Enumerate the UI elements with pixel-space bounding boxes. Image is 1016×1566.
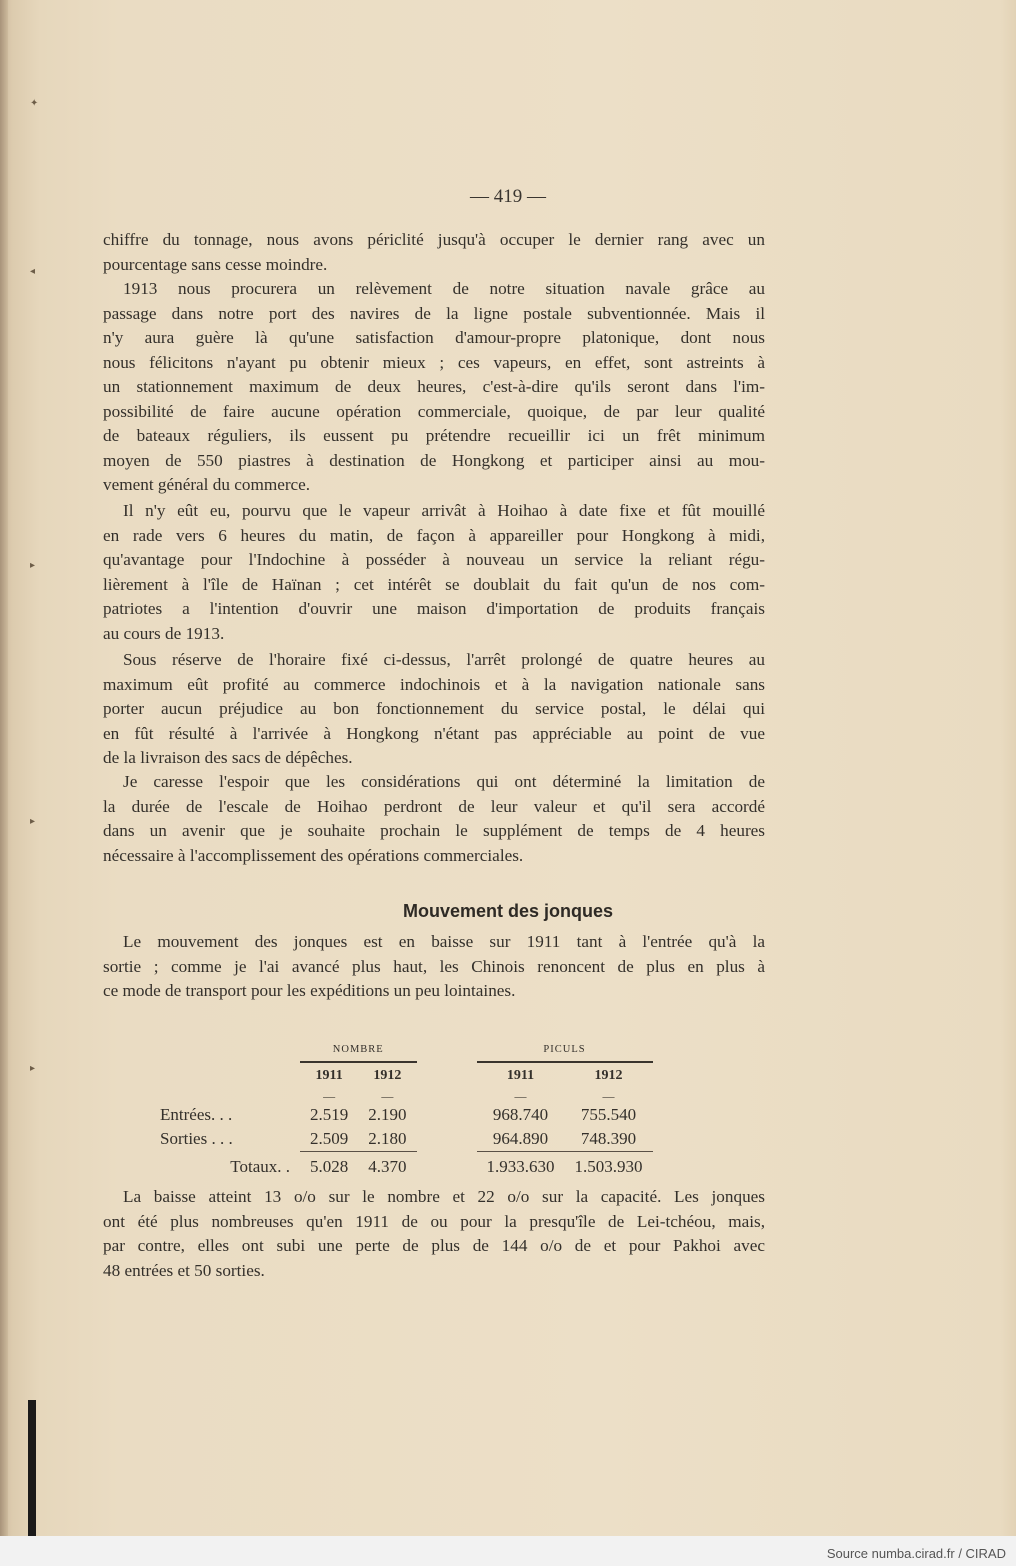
source-credit: Source numba.cirad.fr / CIRAD	[826, 1546, 1006, 1561]
bookmark-ribbon	[28, 1400, 36, 1536]
text-line: vement général du commerce.	[103, 475, 311, 494]
text-line: ont été plus nombreuses qu'en 1911 de ou pour la presqu'île de Lei-tchéou, mais,	[103, 1211, 765, 1231]
year-header: 1911	[506, 1068, 535, 1083]
closing-paragraph	[103, 1185, 765, 1283]
text-line: la durée de l'escale de Hoihao perdront de leur valeur et qu'il sera accordé	[103, 796, 765, 816]
text-line: n'y aura guère là qu'une satisfaction d'amour-propre platonique, dont nous	[103, 328, 765, 347]
dash-row	[150, 1089, 653, 1103]
cell: 755.540	[580, 1105, 637, 1124]
text-line: Sous réserve de l'horaire fixé ci-dessus, l'arrêt prolongé de quatre heures au	[123, 650, 765, 669]
paragraph-5	[103, 770, 765, 868]
text-line: un stationnement maximum de deux heures, c'est-à-dire qu'ils seront dans l'im-	[103, 377, 765, 396]
section-paragraph	[103, 930, 765, 1004]
table-group-header	[150, 1038, 653, 1062]
page-number: — 419 —	[470, 186, 546, 207]
text-line: porter aucun préjudice au bon fonctionnement du service postal, le délai qui	[103, 699, 765, 718]
text-line: lièrement à l'île de Haïnan ; cet intérêt se doublait du fait qu'un de nos com-	[103, 574, 765, 594]
binding-mark: ✦	[30, 98, 39, 109]
cell: 748.390	[580, 1129, 637, 1148]
section-heading: Mouvement des jonques	[402, 901, 614, 921]
binding-mark: ▸	[30, 816, 36, 827]
page-binding-edge	[0, 0, 8, 1536]
text-line: en fût résulté à l'arrivée à Hongkong n'étant pas appréciable au point de vue	[103, 723, 765, 743]
text-line: 48 entrées et 50 sorties.	[103, 1260, 265, 1280]
text-line: Il n'y eût eu, pourvu que le vapeur arrivât à Hoihao à date fixe et fût mouillé	[123, 501, 765, 520]
text-line: pourcentage sans cesse moindre.	[103, 254, 328, 274]
table-total-row	[150, 1152, 653, 1180]
paragraph-3	[103, 499, 765, 646]
cell: 964.890	[492, 1129, 549, 1148]
text-line: passage dans notre port des navires de la ligne postale subventionnée. Mais il	[103, 303, 765, 323]
cell: 2.190	[368, 1105, 407, 1124]
year-header: 1911	[315, 1068, 343, 1083]
table-row	[150, 1127, 653, 1152]
table-row	[150, 1103, 653, 1127]
text-line: en rade vers 6 heures du matin, de façon à appareiller pour Hongkong à midi,	[103, 525, 765, 545]
binding-mark: ▸	[30, 560, 36, 571]
dash: —	[514, 1089, 527, 1103]
paragraph-2	[103, 277, 765, 498]
year-header: 1912	[594, 1068, 623, 1083]
cell: 1.933.630	[477, 1152, 565, 1180]
cell: 2.180	[368, 1129, 407, 1148]
text-line: 1913 nous procurera un relèvement de notre situation navale grâce au	[123, 279, 765, 298]
dash: —	[323, 1089, 336, 1103]
text-line: de bateaux réguliers, ils eussent pu prétendre recueillir ici un frêt minimum	[103, 426, 765, 445]
binding-mark: ▸	[30, 1063, 36, 1074]
text-line: qu'avantage pour l'Indochine à posséder à nouveau un service la reliant régu-	[103, 550, 765, 569]
junk-movement-table	[150, 1038, 653, 1179]
text-line: de la livraison des sacs de dépêches.	[103, 748, 353, 767]
text-line: patriotes a l'intention d'ouvrir une maison d'importation de produits français	[103, 599, 765, 618]
paragraph-1	[103, 228, 765, 277]
table-year-header	[150, 1062, 653, 1089]
cell: 1.503.930	[565, 1152, 653, 1180]
group-header-nombre: NOMBRE	[300, 1038, 417, 1062]
cell: 968.740	[492, 1105, 549, 1124]
text-line: dans un avenir que je souhaite prochain le supplément de temps de 4 heures	[103, 821, 765, 840]
cell: 2.509	[310, 1129, 349, 1148]
text-line: Je caresse l'espoir que les considérations qui ont déterminé la limitation de	[123, 772, 765, 791]
text-line: maximum eût profité au commerce indochinois et à la navigation nationale sans	[103, 674, 765, 694]
text-line: chiffre du tonnage, nous avons périclité jusqu'à occuper le dernier rang avec un	[103, 230, 765, 249]
text-line: par contre, elles ont subi une perte de plus de 144 o/o de et pour Pakhoi avec	[103, 1236, 765, 1255]
row-label: Sorties . . .	[160, 1129, 233, 1149]
dash: —	[602, 1089, 615, 1103]
text-line: au cours de 1913.	[103, 623, 225, 643]
group-header-piculs: PICULS	[477, 1038, 653, 1062]
text-line: moyen de 550 piastres à destination de Hongkong et participer ainsi au mou-	[103, 450, 765, 470]
dash: —	[381, 1089, 394, 1103]
cell: 4.370	[358, 1152, 416, 1180]
row-label: Totaux. .	[230, 1156, 290, 1176]
text-line: Le mouvement des jonques est en baisse sur 1911 tant à l'entrée qu'à la	[123, 932, 765, 951]
row-label: Entrées. . .	[160, 1105, 233, 1124]
text-line: sortie ; comme je l'ai avancé plus haut, les Chinois renoncent de plus en plus à	[103, 956, 765, 976]
text-line: La baisse atteint 13 o/o sur le nombre et 22 o/o sur la capacité. Les jonques	[123, 1187, 765, 1206]
cell: 5.028	[300, 1152, 358, 1180]
cell: 2.519	[310, 1105, 349, 1124]
text-line: ce mode de transport pour les expéditions un peu lointaines.	[103, 981, 516, 1000]
year-header: 1912	[373, 1068, 402, 1083]
text-line: nous félicitons n'ayant pu obtenir mieux ; ces vapeurs, en effet, sont astreints à	[103, 352, 765, 372]
text-line: nécessaire à l'accomplissement des opérations commerciales.	[103, 845, 524, 865]
paragraph-4	[103, 648, 765, 771]
text-line: possibilité de faire aucune opération commerciale, quoique, de par leur qualité	[103, 401, 765, 421]
binding-mark: ◂	[30, 266, 36, 277]
